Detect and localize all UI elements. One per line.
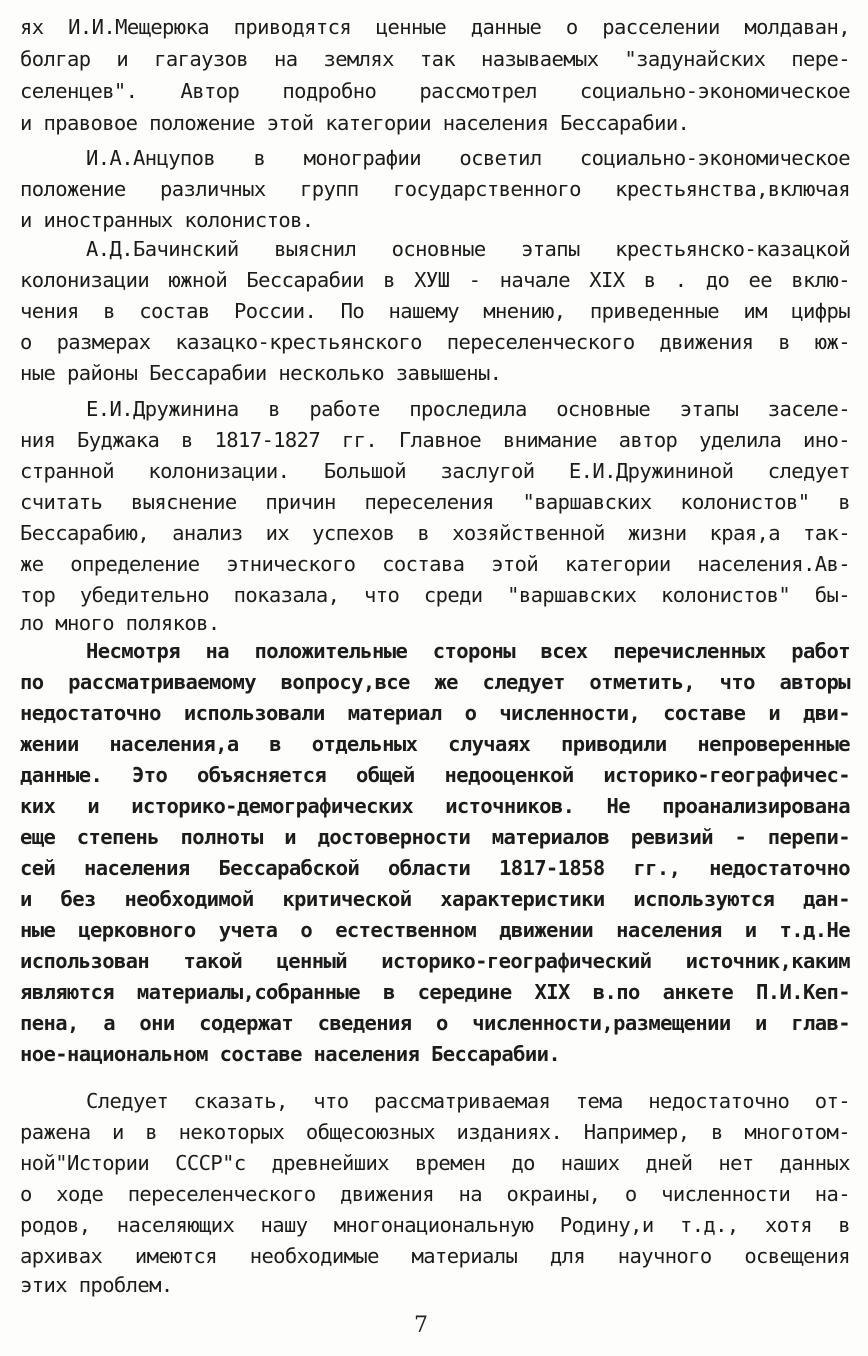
text-line: ях И.И.Мещерюка приводятся ценные данные о расселении молдаван,	[20, 15, 850, 39]
text-line: и иностранных колонистов.	[20, 208, 314, 232]
text-line: колонизации южной Бессарабии в ХУШ - начале XIX в . до ее вклю-	[20, 268, 850, 292]
text-line: Несмотря на положительные стороны всех перечисленных работ	[86, 639, 850, 663]
text-line: ное-национальном составе населения Бессарабии.	[20, 1042, 561, 1066]
text-line: странной колонизации. Большой заслугой Е.И.Дружининой следует	[20, 459, 850, 483]
text-line: использован такой ценный историко-географический источник,каким	[20, 949, 850, 973]
text-line: тор убедительно показала, что среди "варшавских колонистов" бы-	[20, 583, 850, 607]
text-line: о ходе переселенческого движения на окраины, о численности на-	[20, 1182, 850, 1206]
text-line: ной"Истории СССР"с древнейших времен до наших дней нет данных	[20, 1151, 850, 1175]
text-line: по рассматриваемому вопросу,все же следует отметить, что авторы	[20, 670, 850, 694]
text-line: родов, населяющих нашу многонациональную Родину,и т.д., хотя в	[20, 1213, 850, 1237]
text-line: считать выяснение причин переселения "варшавских колонистов" в	[20, 490, 850, 514]
text-line: Е.И.Дружинина в работе проследила основные этапы заселе-	[86, 397, 850, 421]
text-line: этих проблем.	[20, 1273, 173, 1297]
text-line: же определение этнического состава этой категории населения.Ав-	[20, 552, 850, 576]
text-line: ражена и в некоторых общесоюзных изданиях. Например, в многотом-	[20, 1120, 850, 1144]
text-line: и правовое положение этой категории населения Бессарабии.	[20, 111, 690, 135]
text-line: являются материалы,собранные в середине XIX в.по анкете П.И.Кеп-	[20, 980, 850, 1004]
text-line: ких и историко-демографических источников. Не проанализирована	[20, 794, 850, 818]
text-line: архивах имеются необходимые материалы для научного освещения	[20, 1244, 850, 1268]
text-line: чения в состав России. По нашему мнению, приведенные им цифры	[20, 299, 850, 323]
text-line: ло много поляков.	[20, 611, 220, 635]
text-line: ные районы Бессарабии несколько завышены.	[20, 361, 502, 385]
text-line: сей населения Бессарабской области 1817-1858 гг., недостаточно	[20, 856, 850, 880]
text-line: пена, а они содержат сведения о численности,размещении и глав-	[20, 1011, 850, 1035]
text-line: А.Д.Бачинский выяснил основные этапы крестьянско-казацкой	[86, 237, 850, 261]
text-line: болгар и гагаузов на землях так называемых "задунайских пере-	[20, 47, 850, 71]
page-number: 7	[414, 1313, 428, 1338]
text-line: ния Буджака в 1817-1827 гг. Главное внимание автор уделила ино-	[20, 428, 850, 452]
text-line: о размерах казацко-крестьянского переселенческого движения в юж-	[20, 330, 850, 354]
text-line: недостаточно использовали материал о численности, составе и дви-	[20, 701, 850, 725]
text-line: положение различных групп государственного крестьянства,включая	[20, 177, 850, 201]
text-line: еще степень полноты и достоверности материалов ревизий - перепи-	[20, 825, 850, 849]
text-line: жении населения,а в отдельных случаях приводили непроверенные	[20, 732, 850, 756]
text-line: данные. Это объясняется общей недооценкой историко-географичес-	[20, 763, 850, 787]
text-line: ные церковного учета о естественном движении населения и т.д.Не	[20, 918, 850, 942]
text-line: Следует сказать, что рассматриваемая тема недостаточно от-	[86, 1089, 850, 1113]
text-line: селенцев". Автор подробно рассмотрел социально-экономическое	[20, 79, 850, 103]
text-line: и без необходимой критической характеристики используются дан-	[20, 887, 850, 911]
text-line: И.А.Анцупов в монографии осветил социально-экономическое	[86, 146, 850, 170]
text-line: Бессарабию, анализ их успехов в хозяйственной жизни края,а так-	[20, 521, 850, 545]
